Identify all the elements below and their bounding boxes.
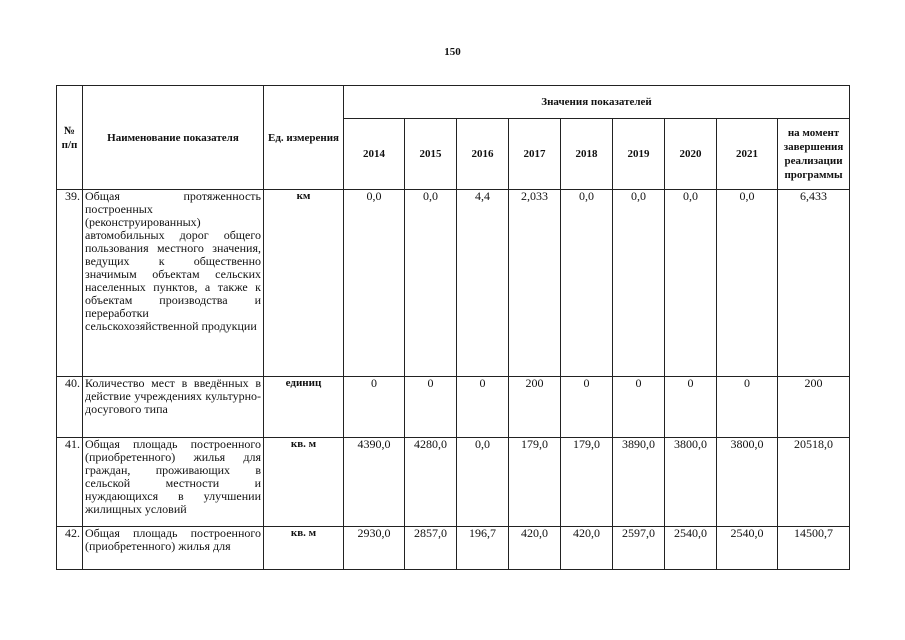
value-cell: 3800,0 [665,438,717,527]
unit-cell: км [264,190,344,377]
table-row [57,377,850,438]
value-cell: 2930,0 [344,527,405,570]
value-cell: 196,7 [457,527,509,570]
row-number: 40. [57,377,83,438]
value-cell: 0,0 [457,438,509,527]
header-values-group: Значения показателей [344,86,850,119]
value-cell: 4390,0 [344,438,405,527]
value-cell: 420,0 [509,527,561,570]
table-row [57,438,850,527]
value-cell: 0,0 [405,190,457,377]
header-num: № п/п [57,86,83,190]
value-cell: 0 [665,377,717,438]
value-cell: 0 [405,377,457,438]
value-cell: 179,0 [561,438,613,527]
final-value-cell: 20518,0 [778,438,850,527]
value-cell: 0 [344,377,405,438]
value-cell: 0 [717,377,778,438]
value-cell: 4280,0 [405,438,457,527]
unit-cell: кв. м [264,527,344,570]
value-cell: 0,0 [561,190,613,377]
header-year: 2020 [665,119,717,190]
value-cell: 0,0 [344,190,405,377]
header-year: 2018 [561,119,613,190]
final-value-cell: 6,433 [778,190,850,377]
unit-cell: единиц [264,377,344,438]
value-cell: 2597,0 [613,527,665,570]
value-cell: 0 [613,377,665,438]
final-value-cell: 200 [778,377,850,438]
indicator-name: Общая площадь построенного (приобретенного) жилья для граждан, проживающих в сельской местности и нуждающихся в улучшении жилищных условий [83,438,264,527]
header-unit: Ед. измерения [264,86,344,190]
row-number: 39. [57,190,83,377]
header-year: 2019 [613,119,665,190]
header-year: 2014 [344,119,405,190]
header-final: на момент завершения реализации программы [778,119,850,190]
value-cell: 2540,0 [665,527,717,570]
value-cell: 2540,0 [717,527,778,570]
row-number: 42. [57,527,83,570]
table-row [57,190,850,377]
indicator-name: Общая площадь построенного (приобретенного) жилья для [83,527,264,570]
indicator-name: Количество мест в введённых в действие учреждениях культурно-досугового типа [83,377,264,438]
final-value-cell: 14500,7 [778,527,850,570]
value-cell: 0 [561,377,613,438]
value-cell: 200 [509,377,561,438]
unit-cell: кв. м [264,438,344,527]
value-cell: 3800,0 [717,438,778,527]
header-year: 2015 [405,119,457,190]
value-cell: 0,0 [717,190,778,377]
header-year: 2016 [457,119,509,190]
value-cell: 420,0 [561,527,613,570]
value-cell: 0 [457,377,509,438]
page-number: 150 [444,46,461,58]
table-row [57,527,850,570]
header-year: 2021 [717,119,778,190]
header-name: Наименование показателя [83,86,264,190]
value-cell: 0,0 [613,190,665,377]
value-cell: 2857,0 [405,527,457,570]
value-cell: 4,4 [457,190,509,377]
value-cell: 0,0 [665,190,717,377]
indicator-name: Общая протяженность построенных (реконструированных) автомобильных дорог общего пользования местного значения, ведущих к общественно значимым объектам сельских населенных пунктов, а также к объектам производства и переработки сельскохозяйственной продукции [83,190,264,377]
value-cell: 3890,0 [613,438,665,527]
value-cell: 2,033 [509,190,561,377]
header-row-group [57,86,850,119]
row-number: 41. [57,438,83,527]
indicators-table [56,85,850,570]
header-year: 2017 [509,119,561,190]
value-cell: 179,0 [509,438,561,527]
